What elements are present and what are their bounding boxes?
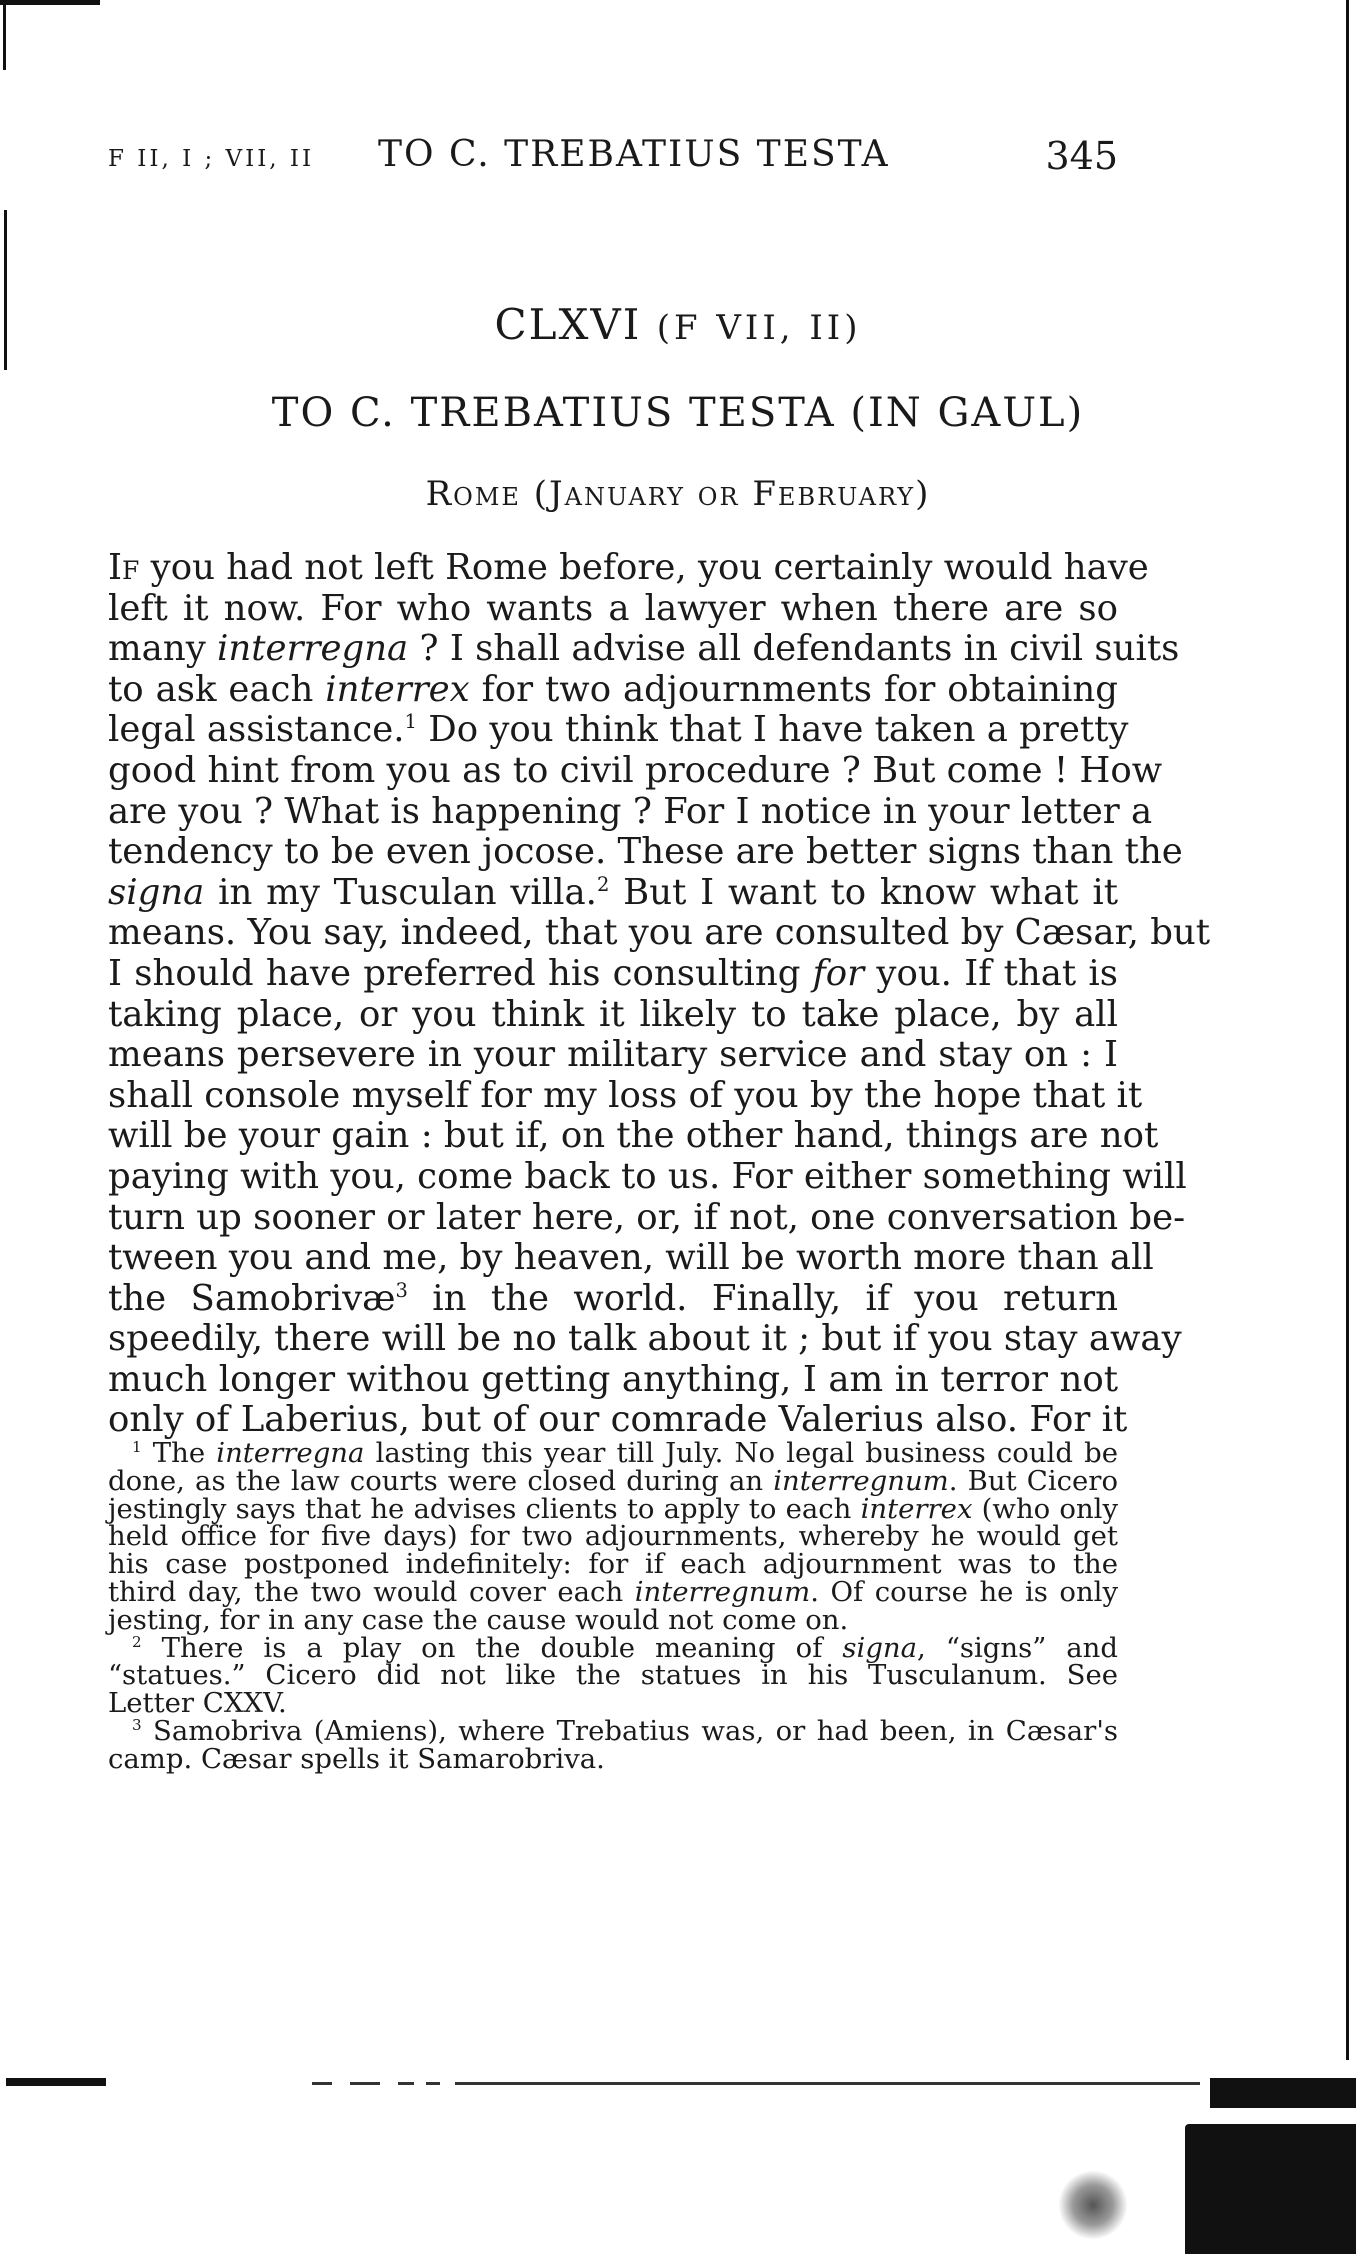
rule-dash-2 <box>350 2082 380 2085</box>
page-fold-dark <box>1185 2124 1356 2254</box>
footnote-line: jesting, for in any case the cause would not come on. <box>108 1603 849 1636</box>
body-line: the Samobrivæ$^3$ in the world. Finally, if you return <box>108 1277 1118 1319</box>
ornament-smudge <box>1058 2170 1128 2240</box>
rule-dash-3 <box>398 2082 414 2085</box>
body-line: good hint from you as to civil procedure ? But come ! How <box>108 749 1163 791</box>
body-line: I should have preferred his consulting for you. If that is <box>108 952 1118 994</box>
body-line: means persevere in your military service and stay on : I <box>108 1034 1118 1076</box>
scan-edge-left <box>3 0 6 70</box>
body-line: left it now. For who wants a lawyer when there are so <box>108 587 1118 629</box>
body-line: legal assistance.$^1$ Do you think that I have taken a pretty <box>108 709 1129 751</box>
body-line: signa in my Tusculan villa.$^2$ But I want to know what it <box>108 871 1118 913</box>
footnote-line: jestingly says that he advises clients to apply to each interrex (who only <box>108 1492 1118 1525</box>
body-line: taking place, or you think it likely to take place, by all <box>108 993 1118 1035</box>
body-line: paying with you, come back to us. For either something will <box>108 1155 1187 1197</box>
page-fold-block <box>1210 2078 1356 2108</box>
footnote-line: $^2$ There is a play on the double meaning of signa, “signs” and <box>132 1631 1119 1664</box>
body-line: If you had not left Rome before, you certainly would have <box>108 547 1149 588</box>
letter-roman-number: CLXVI <box>494 300 642 349</box>
running-header <box>108 130 1118 190</box>
footnote-line: camp. Cæsar spells it Samarobriva. <box>108 1742 605 1775</box>
footnote-line: “statues.” Cicero did not like the statues in his Tusculanum. See <box>108 1659 1118 1692</box>
footnote-line: his case postponed indefinitely: for if each adjournment was to the <box>108 1548 1118 1581</box>
body-line: speedily, there will be no talk about it ; but if you stay away <box>108 1318 1182 1360</box>
footnote-line: held office for five days) for two adjournments, whereby he would get <box>108 1520 1118 1553</box>
letter-title: TO C. TREBATIUS TESTA (IN GAUL) <box>271 390 1085 436</box>
footnote-line: $^3$ Samobriva (Amiens), where Trebatius was, or had been, in Cæsar's <box>132 1714 1118 1747</box>
rule-long <box>455 2082 1200 2085</box>
body-line: tendency to be even jocose. These are better signs than the <box>108 831 1183 873</box>
body-line: are you ? What is happening ? For I notice in your letter a <box>108 790 1153 832</box>
letter-place-date: Rome (January or February) <box>425 474 931 514</box>
body-line: means. You say, indeed, that you are consulted by Cæsar, but <box>108 912 1211 954</box>
body-line: many interregna ? I shall advise all defendants in civil suits <box>108 628 1180 670</box>
body-line: much longer withou getting anything, I am in terror not <box>108 1358 1118 1400</box>
body-line: only of Laberius, but of our comrade Valerius also. For it <box>108 1399 1128 1441</box>
body-line: tween you and me, by heaven, will be worth more than all <box>108 1237 1154 1279</box>
rule-dash-1 <box>312 2082 332 2085</box>
footnote-line: Letter CXXV. <box>108 1687 287 1720</box>
rule-dash-4 <box>426 2082 440 2085</box>
footnotes <box>108 1437 1119 1775</box>
letter-number <box>0 300 1356 349</box>
footnote-line: $^1$ The interregna lasting this year till July. No legal business could be <box>132 1437 1119 1469</box>
scan-stub-bottom-left <box>6 2078 106 2086</box>
footnote-line: third day, the two would cover each interregnum. Of course he is only <box>108 1575 1118 1608</box>
header-letter-ref: F II, I ; VII, II <box>108 146 315 172</box>
body-line: will be your gain : but if, on the other hand, things are not <box>108 1115 1159 1157</box>
page-number: 345 <box>1045 134 1118 178</box>
body-line: turn up sooner or later here, or, if not, one conversation be- <box>108 1196 1186 1238</box>
letter-source-ref: (F VII, II) <box>656 308 862 348</box>
header-running-title: TO C. TREBATIUS TESTA <box>378 134 890 175</box>
footnote-line: done, as the law courts were closed during an interregnum. But Cicero <box>108 1464 1118 1497</box>
body-line: to ask each interrex for two adjournments for obtaining <box>108 668 1118 710</box>
body-line: shall console myself for my loss of you by the hope that it <box>108 1074 1143 1116</box>
letter-body <box>108 547 1211 1441</box>
scan-edge-top-left <box>0 0 100 5</box>
